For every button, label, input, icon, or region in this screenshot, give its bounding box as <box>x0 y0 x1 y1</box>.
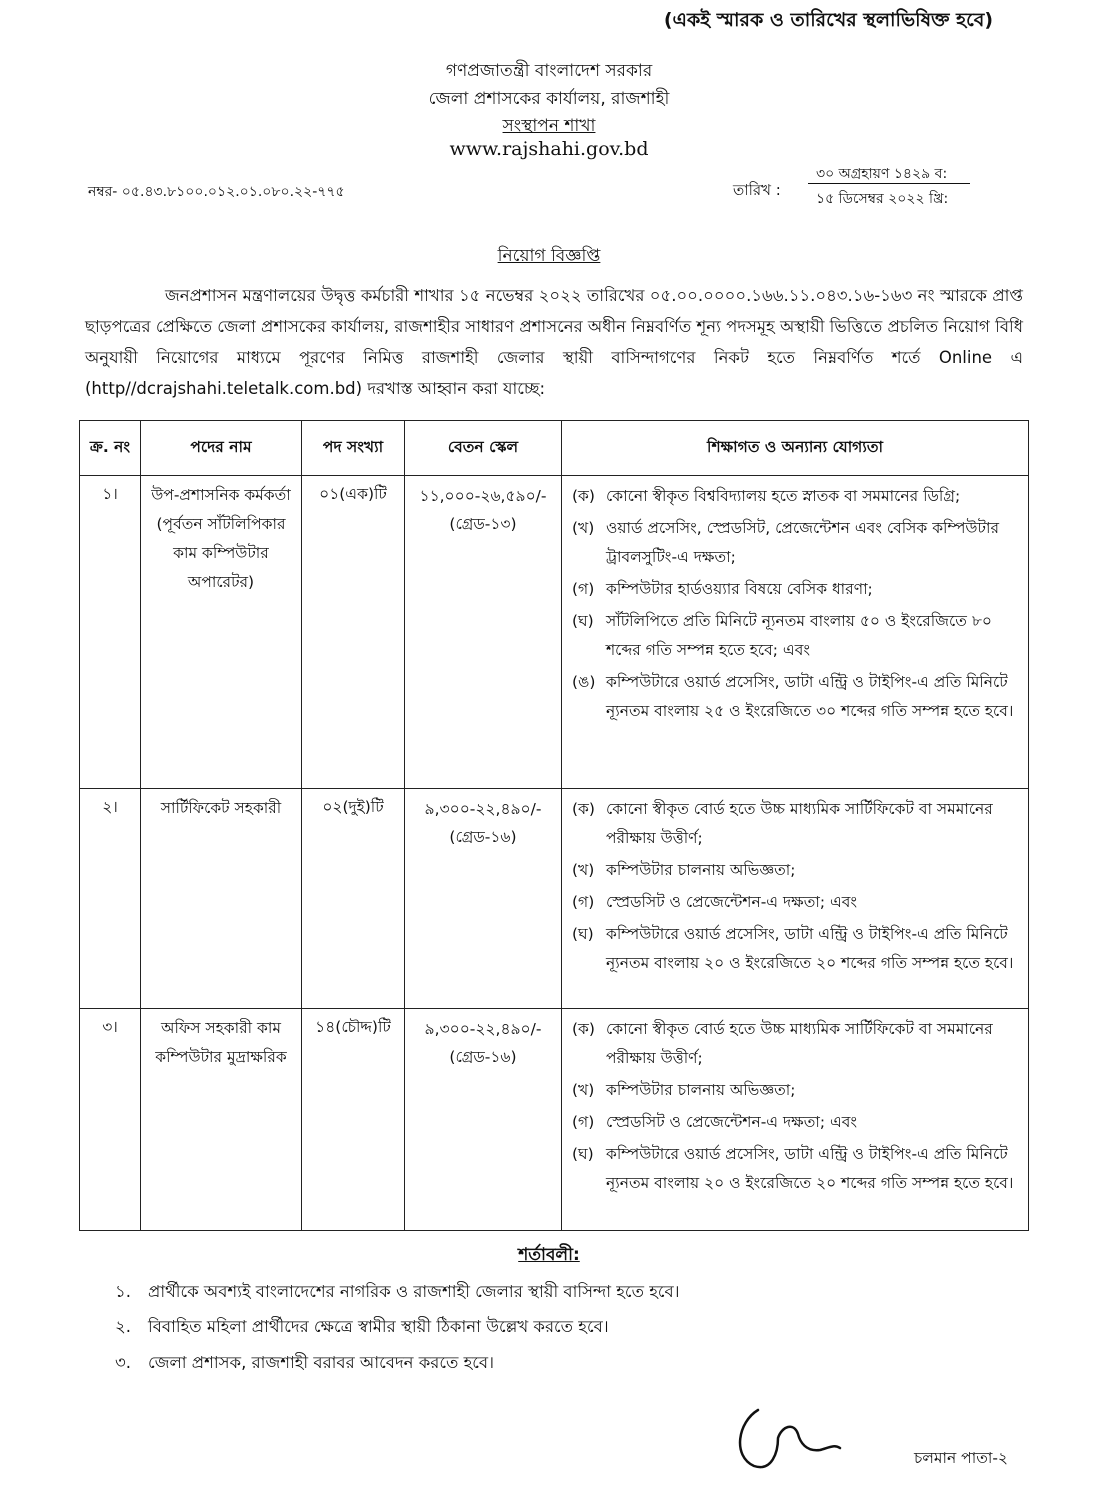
row-post: উপ-প্রশাসনিক কর্মকর্তা (পূর্বতন সাঁটলিপিকার কাম কম্পিউটার অপারেটর) <box>141 476 302 789</box>
condition-text: বিবাহিত মহিলা প্রার্থীদের ক্ষেত্রে স্বামীর স্থায়ী ঠিকানা উল্লেখ করতে হবে। <box>148 1317 609 1336</box>
qualification-label: (খ) <box>572 1081 595 1099</box>
qualification-label: (ঘ) <box>572 1145 594 1163</box>
row-qualifications <box>562 1009 1029 1231</box>
row-qualifications <box>562 476 1029 789</box>
continued-page-note: চলমান পাতা-২ <box>913 1449 1008 1467</box>
header-pay: বেতন স্কেল <box>405 421 562 476</box>
row-count: ১৪(চৌদ্দ)টি <box>302 1009 405 1231</box>
condition-number: ২. <box>115 1317 131 1336</box>
qualification-item <box>572 607 1018 665</box>
qualification-item <box>572 1140 1018 1198</box>
qualification-item <box>572 1015 1018 1073</box>
row-count: ০১(এক)টি <box>302 476 405 789</box>
qualification-item <box>572 514 1018 572</box>
qualification-label: (ঘ) <box>572 612 594 630</box>
pay-scale: ১১,০০০-২৬,৫৯০/- <box>419 487 547 505</box>
qualification-text: কম্পিউটারে ওয়ার্ড প্রসেসিং, ডাটা এন্ট্রি ও টাইপিং-এ প্রতি মিনিটে ন্যূনতম বাংলায় ২৫ ও ইংরেজিতে ৩০ শব্দের গতি সম্পন্ন হতে হবে। <box>606 673 1014 720</box>
pay-grade: (গ্রেড-১৩) <box>449 515 517 533</box>
condition-item <box>115 1350 494 1377</box>
row-pay <box>405 476 562 789</box>
header-post: পদের নাম <box>141 421 302 476</box>
qualification-item <box>572 1076 1018 1105</box>
condition-item <box>115 1314 609 1341</box>
qualification-label: (খ) <box>572 861 595 879</box>
table-row <box>80 1009 1029 1231</box>
qualification-label: (খ) <box>572 519 595 537</box>
qualification-label: (গ) <box>572 893 595 911</box>
qualification-label: (ক) <box>572 800 595 818</box>
header-qualification: শিক্ষাগত ও অন্যান্য যোগ্যতা <box>562 421 1029 476</box>
govt-name: গণপ্রজাতন্ত্রী বাংলাদেশ সরকার <box>445 61 653 81</box>
row-serial: ১। <box>80 476 141 789</box>
date-divider <box>808 183 970 184</box>
pay-grade: (গ্রেড-১৬) <box>449 1048 517 1066</box>
qualification-text: কম্পিউটার চালনায় অভিজ্ঞতা; <box>606 861 796 879</box>
pay-grade: (গ্রেড-১৬) <box>449 828 517 846</box>
pay-scale: ৯,৩০০-২২,৪৯০/- <box>424 800 542 818</box>
qualification-item <box>572 795 1018 853</box>
office-name: জেলা প্রশাসকের কার্যালয়, রাজশাহী <box>428 89 670 109</box>
qualification-label: (ক) <box>572 487 595 505</box>
notice-title: নিয়োগ বিজ্ঞপ্তি <box>497 246 601 266</box>
row-serial: ৩। <box>80 1009 141 1231</box>
condition-number: ৩. <box>115 1353 131 1372</box>
condition-text: প্রার্থীকে অবশ্যই বাংলাদেশের নাগরিক ও রাজশাহী জেলার স্থায়ী বাসিন্দা হতে হবে। <box>148 1282 680 1301</box>
conditions-title: শর্তাবলী: <box>518 1245 580 1265</box>
row-post: সার্টিফিকেট সহকারী <box>141 789 302 1009</box>
qualification-item <box>572 856 1018 885</box>
qualification-item <box>572 482 1018 511</box>
condition-item <box>115 1279 680 1306</box>
qualification-text: কোনো স্বীকৃত বোর্ড হতে উচ্চ মাধ্যমিক সার্টিফিকেট বা সমমানের পরীক্ষায় উত্তীর্ণ; <box>606 800 993 847</box>
condition-text: জেলা প্রশাসক, রাজশাহী বরাবর আবেদন করতে হবে। <box>148 1353 495 1372</box>
qualification-text: স্প্রেডসিট ও প্রেজেন্টেশন-এ দক্ষতা; এবং <box>606 893 858 911</box>
qualification-item <box>572 888 1018 917</box>
table-header-row <box>80 421 1029 476</box>
date-bangla: ৩০ অগ্রহায়ণ ১৪২৯ ব: <box>816 166 948 182</box>
signature <box>732 1404 852 1474</box>
qualification-text: কম্পিউটারে ওয়ার্ড প্রসেসিং, ডাটা এন্ট্রি ও টাইপিং-এ প্রতি মিনিটে ন্যূনতম বাংলায় ২০ ও ইংরেজিতে ২০ শব্দের গতি সম্পন্ন হতে হবে। <box>606 1145 1014 1192</box>
row-qualifications <box>562 789 1029 1009</box>
qualification-item <box>572 575 1018 604</box>
memo-number: নম্বর- ০৫.৪৩.৮১০০.০১২.০১.০৮০.২২-৭৭৫ <box>88 184 345 200</box>
row-serial: ২। <box>80 789 141 1009</box>
qualification-label: (ক) <box>572 1020 595 1038</box>
qualification-item <box>572 920 1018 978</box>
qualification-label: (গ) <box>572 1113 595 1131</box>
date-label: তারিখ : <box>733 181 781 199</box>
vacancy-table <box>79 420 1029 1231</box>
section-name: সংস্থাপন শাখা <box>502 116 596 136</box>
header-serial: ক্র. নং <box>80 421 141 476</box>
qualification-text: কম্পিউটার হার্ডওয়্যার বিষয়ে বেসিক ধারণা; <box>606 580 873 598</box>
condition-number: ১. <box>115 1282 131 1301</box>
qualification-text: কোনো স্বীকৃত বোর্ড হতে উচ্চ মাধ্যমিক সার্টিফিকেট বা সমমানের পরীক্ষায় উত্তীর্ণ; <box>606 1020 993 1067</box>
qualification-text: সাঁটলিপিতে প্রতি মিনিটে ন্যূনতম বাংলায় ৫০ ও ইংরেজিতে ৮০ শব্দের গতি সম্পন্ন হতে হবে; এবং <box>606 612 992 659</box>
qualification-item <box>572 1108 1018 1137</box>
row-pay <box>405 789 562 1009</box>
date-english: ১৫ ডিসেম্বর ২০২২ খ্রি: <box>816 191 949 207</box>
qualification-text: কম্পিউটার চালনায় অভিজ্ঞতা; <box>606 1081 796 1099</box>
row-post: অফিস সহকারী কাম কম্পিউটার মুদ্রাক্ষরিক <box>141 1009 302 1231</box>
qualification-text: কোনো স্বীকৃত বিশ্ববিদ্যালয় হতে স্নাতক বা সমমানের ডিগ্রি; <box>606 487 961 505</box>
intro-paragraph: জনপ্রশাসন মন্ত্রণালয়ের উদ্বৃত্ত কর্মচারী শাখার ১৫ নভেম্বর ২০২২ তারিখের ০৫.০০.০০০০.১৬৬.১১.০৪৩.১৬-১৬৩ নং স্মারকে প্রাপ্ত ছাড়পত্রের প্রেক্ষিতে জেলা প্রশাসকের কার্যালয়, রাজশাহীর সাধারণ প্রশাসনের অধীন নিম্নবর্ণিত শূন্য পদসমূহ অস্থায়ী ভিত্তিতে প্রচলিত নিয়োগ বিধি অনুযায়ী নিয়োগের মাধ্যমে পূরণের নিমিত্ত রাজশাহী জেলার স্থায়ী বাসিন্দাগণের নিকট হতে নিম্নবর্ণিত শর্তে Online এ (http//dcrajshahi.teletalk.com.bd) দরখাস্ত আহ্বান করা যাচ্ছে: <box>85 286 1023 398</box>
qualification-text: ওয়ার্ড প্রসেসিং, স্প্রেডসিট, প্রেজেন্টেশন এবং বেসিক কম্পিউটার ট্রাবলসুটিং-এ দক্ষতা; <box>606 519 999 566</box>
qualification-text: কম্পিউটারে ওয়ার্ড প্রসেসিং, ডাটা এন্ট্রি ও টাইপিং-এ প্রতি মিনিটে ন্যূনতম বাংলায় ২০ ও ইংরেজিতে ২০ শব্দের গতি সম্পন্ন হতে হবে। <box>606 925 1014 972</box>
qualification-text: স্প্রেডসিট ও প্রেজেন্টেশন-এ দক্ষতা; এবং <box>606 1113 858 1131</box>
table-row <box>80 789 1029 1009</box>
row-count: ০২(দুই)টি <box>302 789 405 1009</box>
header-count: পদ সংখ্যা <box>302 421 405 476</box>
row-pay <box>405 1009 562 1231</box>
table-row <box>80 476 1029 789</box>
pay-scale: ৯,৩০০-২২,৪৯০/- <box>424 1020 542 1038</box>
replacement-note: (একই স্মারক ও তারিখের স্থলাভিষিক্ত হবে) <box>663 9 993 31</box>
website: www.rajshahi.gov.bd <box>449 138 649 160</box>
qualification-label: (ঙ) <box>572 673 596 691</box>
qualification-label: (ঘ) <box>572 925 594 943</box>
qualification-item <box>572 668 1018 726</box>
qualification-label: (গ) <box>572 580 595 598</box>
